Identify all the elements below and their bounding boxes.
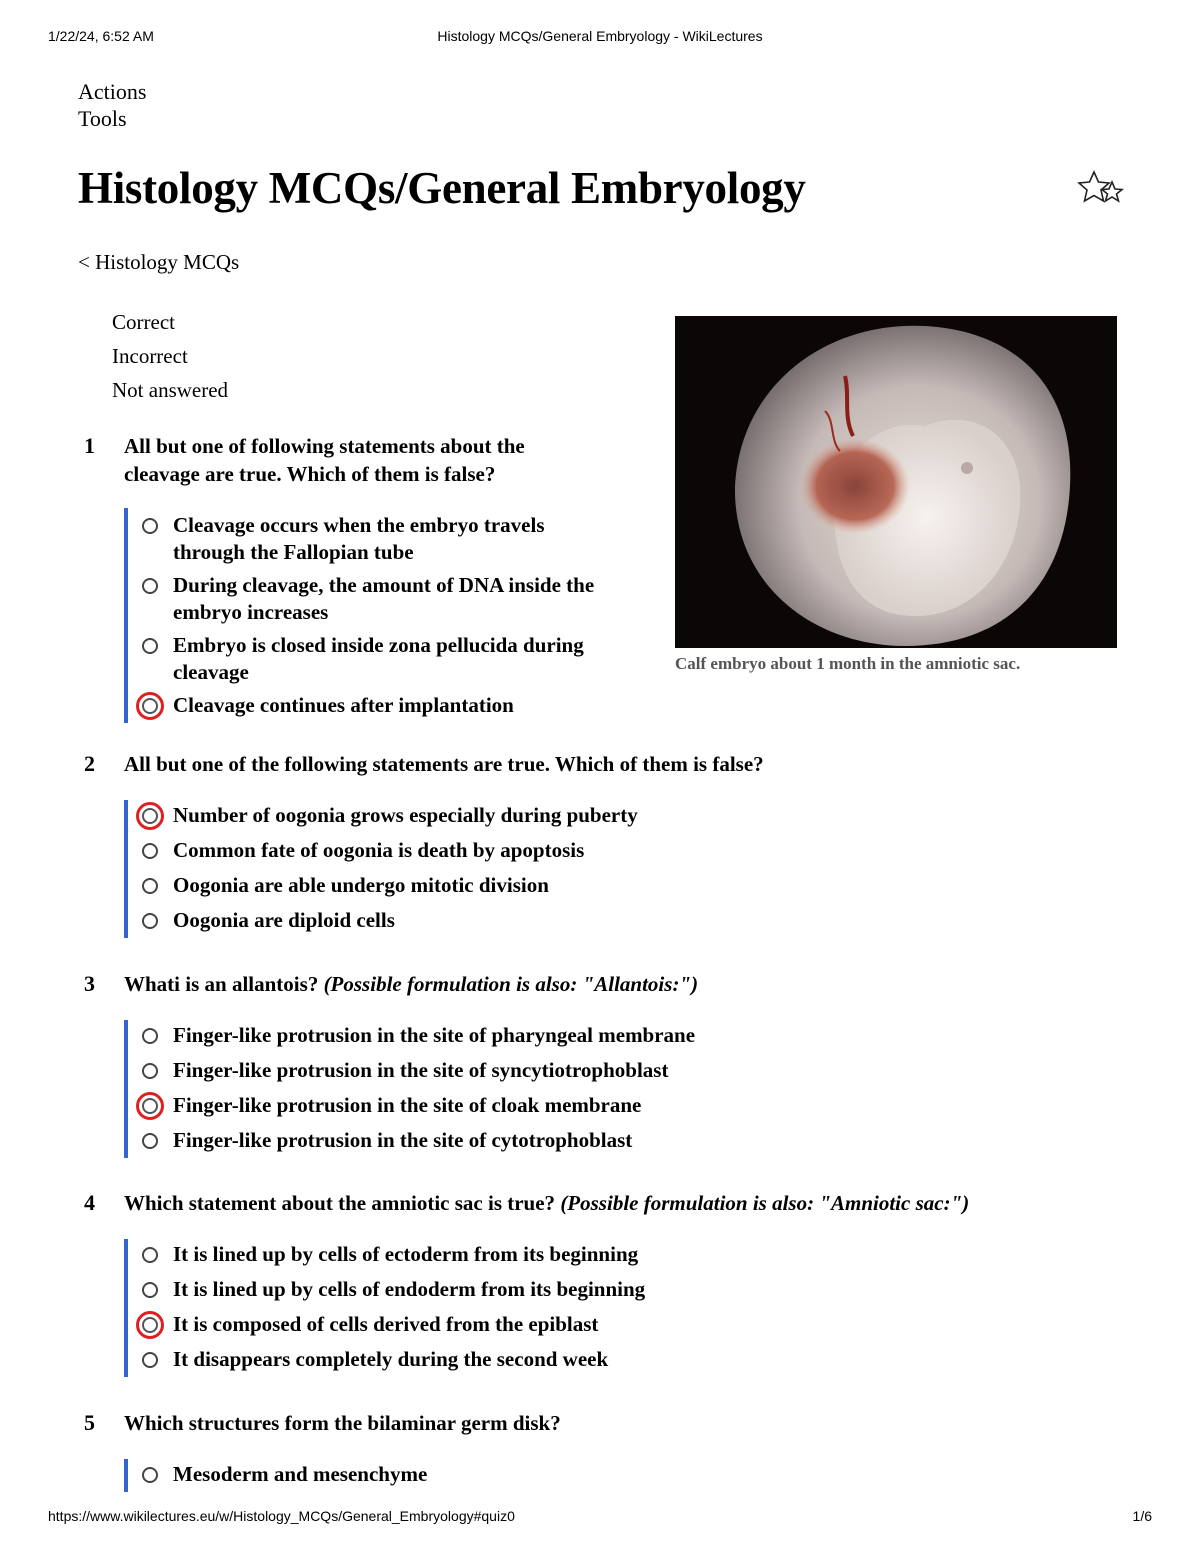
- radio-button-icon[interactable]: [142, 1467, 158, 1483]
- radio-button-icon[interactable]: [142, 1352, 158, 1368]
- page-menu: [78, 78, 146, 132]
- question-number: 2: [84, 751, 95, 776]
- answer-option[interactable]: Finger-like protrusion in the site of cloak membrane: [140, 1092, 1104, 1119]
- question-header: [84, 432, 1104, 488]
- question-text: All but one of the following statements are true. Which of them is false?: [124, 752, 764, 776]
- answer-option[interactable]: Common fate of oogonia is death by apoptosis: [140, 837, 1104, 864]
- answer-option[interactable]: Embryo is closed inside zona pellucida during cleavage: [140, 632, 620, 686]
- answer-list: [124, 508, 620, 723]
- question-text: Which statement about the amniotic sac is true? (Possible formulation is also: "Amniotic sac:"): [124, 1191, 970, 1215]
- question-2: [84, 750, 1104, 938]
- print-url: https://www.wikilectures.eu/w/Histology_MCQs/General_Embryology#quiz0: [48, 1508, 515, 1524]
- radio-button-icon[interactable]: [142, 1317, 158, 1333]
- answer-option[interactable]: Cleavage occurs when the embryo travels through the Fallopian tube: [140, 512, 620, 566]
- question-number: 4: [84, 1190, 95, 1215]
- question-header: [84, 750, 1104, 778]
- radio-button-icon[interactable]: [142, 878, 158, 894]
- question-text: Which structures form the bilaminar germ disk?: [124, 1411, 561, 1435]
- print-footer: [48, 1508, 1152, 1528]
- print-date: 1/22/24, 6:52 AM: [48, 28, 154, 44]
- answer-list: [124, 800, 1104, 938]
- answer-option[interactable]: It is composed of cells derived from the epiblast: [140, 1311, 1104, 1338]
- answer-option[interactable]: It disappears completely during the second week: [140, 1346, 1104, 1373]
- answer-option[interactable]: Number of oogonia grows especially during puberty: [140, 802, 1104, 829]
- radio-button-icon[interactable]: [142, 518, 158, 534]
- star-outline-icon[interactable]: [1074, 170, 1126, 208]
- answer-option[interactable]: Finger-like protrusion in the site of pharyngeal membrane: [140, 1022, 1104, 1049]
- question-1: [84, 432, 1104, 723]
- tools-menu[interactable]: Tools: [78, 106, 127, 131]
- radio-button-icon[interactable]: [142, 1098, 158, 1114]
- radio-button-icon[interactable]: [142, 913, 158, 929]
- question-header: [84, 970, 1104, 998]
- answer-option[interactable]: Oogonia are diploid cells: [140, 907, 1104, 934]
- radio-button-icon[interactable]: [142, 1133, 158, 1149]
- question-4: [84, 1189, 1104, 1377]
- radio-button-icon[interactable]: [142, 1282, 158, 1298]
- answer-option[interactable]: It is lined up by cells of ectoderm from its beginning: [140, 1241, 1104, 1268]
- page-title: Histology MCQs/General Embryology: [78, 163, 806, 213]
- question-header: [84, 1189, 1104, 1217]
- answer-legend: [112, 305, 228, 407]
- radio-button-icon[interactable]: [142, 638, 158, 654]
- question-5: [84, 1409, 1104, 1492]
- answer-option[interactable]: Cleavage continues after implantation: [140, 692, 620, 719]
- radio-button-icon[interactable]: [142, 698, 158, 714]
- print-header: [48, 28, 1152, 48]
- answer-option[interactable]: During cleavage, the amount of DNA inside the embryo increases: [140, 572, 620, 626]
- radio-button-icon[interactable]: [142, 1063, 158, 1079]
- legend-correct: Correct: [112, 310, 175, 334]
- radio-button-icon[interactable]: [142, 808, 158, 824]
- breadcrumb-link[interactable]: < Histology MCQs: [78, 250, 240, 274]
- answer-list: [124, 1239, 1104, 1377]
- answer-option[interactable]: It is lined up by cells of endoderm from its beginning: [140, 1276, 1104, 1303]
- question-text: Whati is an allantois? (Possible formulation is also: "Allantois:"): [124, 972, 699, 996]
- answer-option[interactable]: Mesoderm and mesenchyme: [140, 1461, 1104, 1488]
- answer-list: [124, 1020, 1104, 1158]
- answer-option[interactable]: Finger-like protrusion in the site of syncytiotrophoblast: [140, 1057, 1104, 1084]
- actions-menu[interactable]: Actions: [78, 79, 147, 104]
- question-3: [84, 970, 1104, 1158]
- question-header: [84, 1409, 1104, 1437]
- legend-incorrect: Incorrect: [112, 344, 188, 368]
- radio-button-icon[interactable]: [142, 578, 158, 594]
- answer-option[interactable]: Finger-like protrusion in the site of cytotrophoblast: [140, 1127, 1104, 1154]
- answer-option[interactable]: Oogonia are able undergo mitotic division: [140, 872, 1104, 899]
- radio-button-icon[interactable]: [142, 843, 158, 859]
- legend-not-answered: Not answered: [112, 378, 229, 402]
- radio-button-icon[interactable]: [142, 1028, 158, 1044]
- figure-caption: Calf embryo about 1 month in the amniotic sac.: [675, 654, 1021, 673]
- print-title: Histology MCQs/General Embryology - WikiLectures: [437, 28, 763, 44]
- question-number: 5: [84, 1410, 95, 1435]
- question-text: All but one of following statements about the cleavage are true. Which of them is false?: [124, 434, 525, 486]
- answer-list: [124, 1459, 1104, 1492]
- page-number: 1/6: [1132, 1508, 1152, 1524]
- question-number: 3: [84, 971, 95, 996]
- radio-button-icon[interactable]: [142, 1247, 158, 1263]
- question-number: 1: [84, 433, 95, 458]
